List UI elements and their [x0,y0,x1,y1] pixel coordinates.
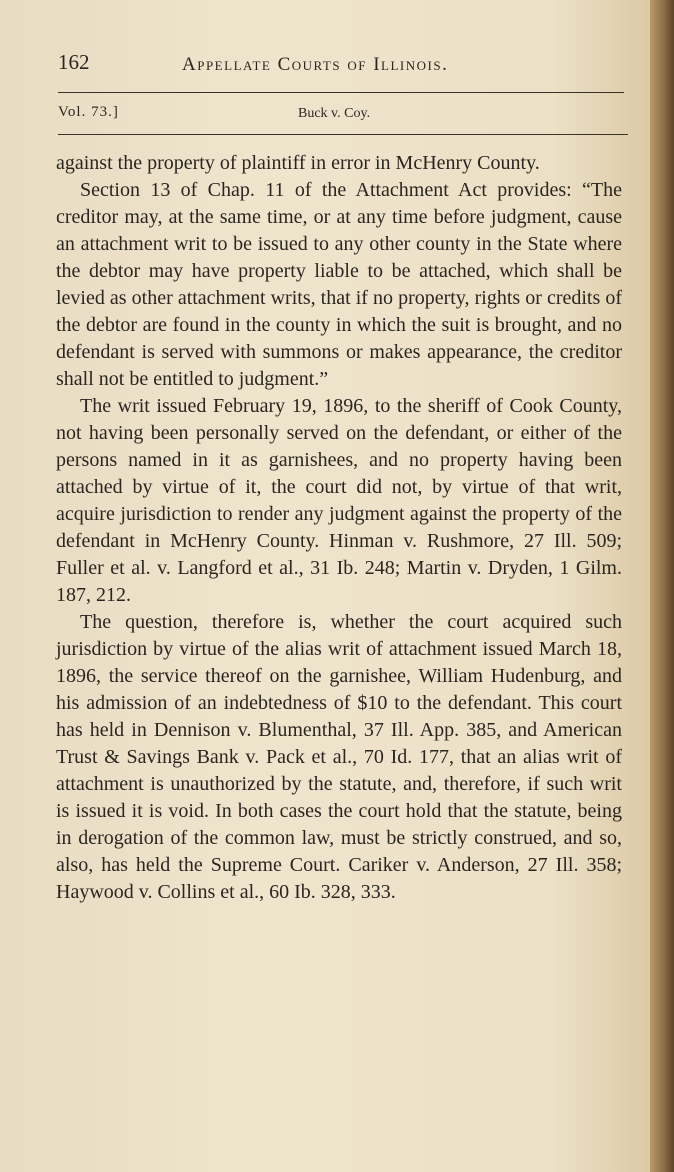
page-edge-shadow [650,0,674,1172]
paragraph-writ: The writ issued February 19, 1896, to the sheriff of Cook County, not having been personally served on the defendant, or either of the persons named in it as garnishees, and no property having been attached by virtue of it, the court did not, by virtue of that writ, acquire jurisdiction to render any judgment against the property of the defendant in McHenry County. Hinman v. Rushmore, 27 Ill. 509; Fuller et al. v. Langford et al., 31 Ib. 248; Martin v. Dryden, 1 Gilm. 187, 212. [56,395,622,606]
running-title: Appellate Courts of Illinois. [182,54,449,75]
volume-label: Vol. 73.] [58,104,119,120]
case-header [58,104,618,128]
paragraph-statute-quote: Section 13 of Chap. 11 of the Attachment Act provides: “The creditor may, at the same time, or at any time before judgment, cause an attachment writ to be issued to any other county in the State where the debtor may have property liable to be attached, which shall be levied as other attachment writs, that if no property, rights or credits of the debtor are found in the county in which the suit is brought, and no defendant is served with summons or makes appearance, the creditor shall not be entitled to judgment.” [56,179,622,390]
header-rule-top [58,92,624,93]
paragraph-question: The question, therefore is, whether the court acquired such jurisdiction by virtue of the alias writ of attachment issued March 18, 1896, the service thereof on the garnishee, William Hudenburg, and his admission of an indebtedness of $10 to the defendant. This court has held in Dennison v. Blumenthal, 37 Ill. App. 385, and American Trust & Savings Bank v. Pack et al., 70 Id. 177, that an alias writ of attachment is unauthorized by the statute, and, therefore, if such writ is issued it is void. In both cases the court hold that the statute, being in derogation of the common law, must be strictly construed, and so, also, has held the Supreme Court. Cariker v. Anderson, 27 Ill. 358; Haywood v. Collins et al., 60 Ib. 328, 333. [56,611,622,903]
page-header [58,46,618,80]
paragraph-continuation: against the property of plaintiff in error in McHenry County. [56,152,540,174]
case-name: Buck v. Coy. [298,106,371,121]
header-rule-bottom [58,134,628,135]
page-number: 162 [58,50,90,74]
body-text [56,150,622,906]
